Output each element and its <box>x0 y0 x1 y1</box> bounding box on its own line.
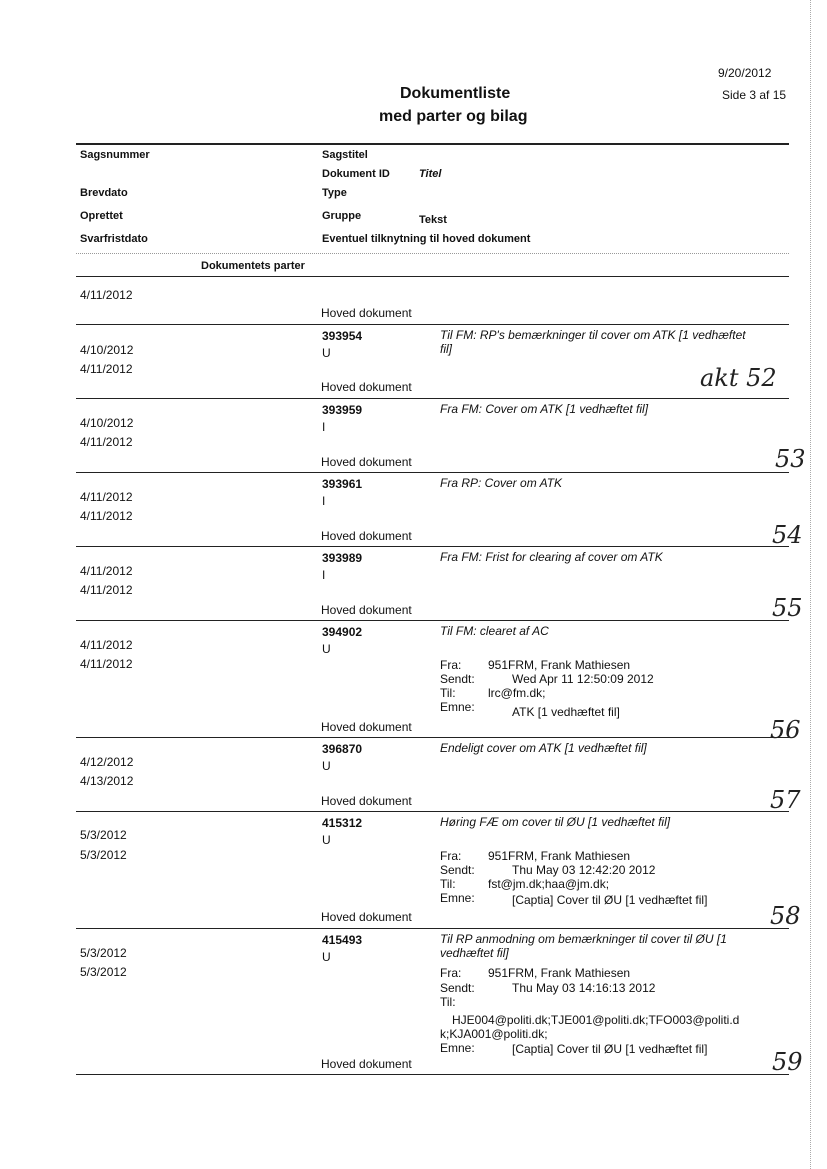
mail-fra: 951FRM, Frank Mathiesen <box>488 658 631 672</box>
mail-til-cont: k;KJA001@politi.dk; <box>440 1027 548 1041</box>
entry-separator <box>76 737 789 738</box>
entry-0-date: 4/11/2012 <box>80 288 133 302</box>
scan-edge-line <box>810 0 811 1169</box>
col-titel: Titel <box>419 168 442 180</box>
handwritten-akt-number: 54 <box>772 521 803 549</box>
heading-rule <box>76 276 789 277</box>
entry-separator <box>76 811 789 812</box>
doc-title: Fra FM: Cover om ATK [1 vedhæftet fil] <box>440 402 649 416</box>
mail-til-label: Til: <box>440 877 456 891</box>
doc-type: U <box>322 833 331 847</box>
page-number: Side 3 af 15 <box>722 88 787 102</box>
col-brevdato: Brevdato <box>80 187 128 199</box>
hoved-dokument: Hoved dokument <box>321 529 412 543</box>
heading-dotted-rule <box>76 253 789 254</box>
page-title: Dokumentliste <box>400 85 511 102</box>
mail-til: HJE004@politi.dk;TJE001@politi.dk;TFO003@politi.d <box>452 1013 740 1027</box>
entry-separator <box>76 928 789 929</box>
oprettet: 4/11/2012 <box>80 657 133 671</box>
doc-type: I <box>322 420 326 434</box>
brevdato: 4/10/2012 <box>80 343 134 357</box>
doc-title: Til FM: clearet af AC <box>440 624 549 638</box>
col-sagstitel: Sagstitel <box>322 149 368 161</box>
entry-separator <box>76 620 789 621</box>
entry-0-hoved: Hoved dokument <box>321 306 412 320</box>
mail-til-label: Til: <box>440 686 456 700</box>
doc-type: I <box>322 568 326 582</box>
handwritten-akt-number: 58 <box>770 902 801 930</box>
brevdato: 4/11/2012 <box>80 564 133 578</box>
entry-separator <box>76 546 789 547</box>
mail-fra: 951FRM, Frank Mathiesen <box>488 966 631 980</box>
doc-type: I <box>322 494 326 508</box>
doc-title: Til RP anmodning om bemærkninger til cover til ØU [1 vedhæftet fil] <box>440 932 727 960</box>
mail-til: fst@jm.dk;haa@jm.dk; <box>488 877 610 891</box>
print-date: 9/20/2012 <box>718 66 772 80</box>
doc-title: Fra FM: Frist for clearing af cover om ATK <box>440 550 663 564</box>
mail-emne-label: Emne: <box>440 891 475 905</box>
brevdato: 5/3/2012 <box>80 828 127 842</box>
handwritten-akt-number: 55 <box>772 594 803 622</box>
col-dokument-id: Dokument ID <box>322 168 390 180</box>
mail-sendt-label: Sendt: <box>440 863 475 877</box>
page-subtitle: med parter og bilag <box>379 108 528 125</box>
mail-emne: [Captia] Cover til ØU [1 vedhæftet fil] <box>512 893 708 907</box>
hoved-dokument: Hoved dokument <box>321 720 412 734</box>
col-gruppe: Gruppe <box>322 210 362 222</box>
doc-title: Høring FÆ om cover til ØU [1 vedhæftet fil] <box>440 815 671 829</box>
mail-fra-label: Fra: <box>440 658 462 672</box>
doc-id: 415493 <box>322 933 363 947</box>
doc-type: U <box>322 642 331 656</box>
handwritten-akt-number: akt 52 <box>700 364 777 392</box>
doc-type: U <box>322 346 331 360</box>
brevdato: 4/11/2012 <box>80 490 133 504</box>
handwritten-akt-number: 53 <box>775 445 806 473</box>
mail-emne: ATK [1 vedhæftet fil] <box>512 705 620 719</box>
hoved-dokument: Hoved dokument <box>321 603 412 617</box>
entry-separator <box>76 472 789 473</box>
col-svarfristdato: Svarfristdato <box>80 233 148 245</box>
brevdato: 4/11/2012 <box>80 638 133 652</box>
mail-fra-label: Fra: <box>440 849 462 863</box>
handwritten-akt-number: 59 <box>772 1048 803 1076</box>
col-parter: Dokumentets parter <box>201 260 305 272</box>
doc-id: 394902 <box>322 625 363 639</box>
brevdato: 4/12/2012 <box>80 755 134 769</box>
hoved-dokument: Hoved dokument <box>321 380 412 394</box>
doc-id: 393989 <box>322 551 363 565</box>
oprettet: 4/11/2012 <box>80 362 133 376</box>
oprettet: 5/3/2012 <box>80 965 127 979</box>
hoved-dokument: Hoved dokument <box>321 910 412 924</box>
mail-emne-label: Emne: <box>440 700 475 714</box>
entry-separator <box>76 324 789 325</box>
mail-sendt-label: Sendt: <box>440 981 475 995</box>
doc-type: U <box>322 950 331 964</box>
mail-fra: 951FRM, Frank Mathiesen <box>488 849 631 863</box>
col-oprettet: Oprettet <box>80 210 123 222</box>
mail-sendt: Thu May 03 14:16:13 2012 <box>512 981 656 995</box>
brevdato: 4/10/2012 <box>80 416 134 430</box>
col-sagsnummer: Sagsnummer <box>80 149 150 161</box>
doc-title: Endeligt cover om ATK [1 vedhæftet fil] <box>440 741 647 755</box>
mail-til: lrc@fm.dk; <box>488 686 546 700</box>
mail-fra-label: Fra: <box>440 966 462 980</box>
doc-title: Til FM: RP's bemærkninger til cover om ATK [1 vedhæftet fil] <box>440 328 746 356</box>
mail-sendt: Wed Apr 11 12:50:09 2012 <box>512 672 654 686</box>
col-eventuel: Eventuel tilknytning til hoved dokument <box>322 233 531 245</box>
hoved-dokument: Hoved dokument <box>321 455 412 469</box>
doc-id: 393954 <box>322 329 363 343</box>
brevdato: 5/3/2012 <box>80 946 127 960</box>
oprettet: 4/11/2012 <box>80 583 133 597</box>
doc-id: 415312 <box>322 816 363 830</box>
mail-sendt: Thu May 03 12:42:20 2012 <box>512 863 656 877</box>
mail-til-label: Til: <box>440 995 456 1009</box>
entry-separator <box>76 398 789 399</box>
doc-id: 393961 <box>322 477 363 491</box>
oprettet: 4/11/2012 <box>80 509 133 523</box>
mail-sendt-label: Sendt: <box>440 672 475 686</box>
doc-title: Fra RP: Cover om ATK <box>440 476 563 490</box>
handwritten-akt-number: 57 <box>770 786 801 814</box>
col-tekst: Tekst <box>419 214 447 226</box>
oprettet: 4/13/2012 <box>80 774 134 788</box>
doc-id: 393959 <box>322 403 363 417</box>
oprettet: 5/3/2012 <box>80 848 127 862</box>
hoved-dokument: Hoved dokument <box>321 1057 412 1071</box>
header-rule <box>76 143 789 145</box>
doc-id: 396870 <box>322 742 363 756</box>
entry-separator <box>76 1074 789 1075</box>
hoved-dokument: Hoved dokument <box>321 794 412 808</box>
doc-type: U <box>322 759 331 773</box>
handwritten-akt-number: 56 <box>770 716 801 744</box>
oprettet: 4/11/2012 <box>80 435 133 449</box>
col-type: Type <box>322 187 347 199</box>
mail-emne: [Captia] Cover til ØU [1 vedhæftet fil] <box>512 1042 708 1056</box>
mail-emne-label: Emne: <box>440 1041 475 1055</box>
